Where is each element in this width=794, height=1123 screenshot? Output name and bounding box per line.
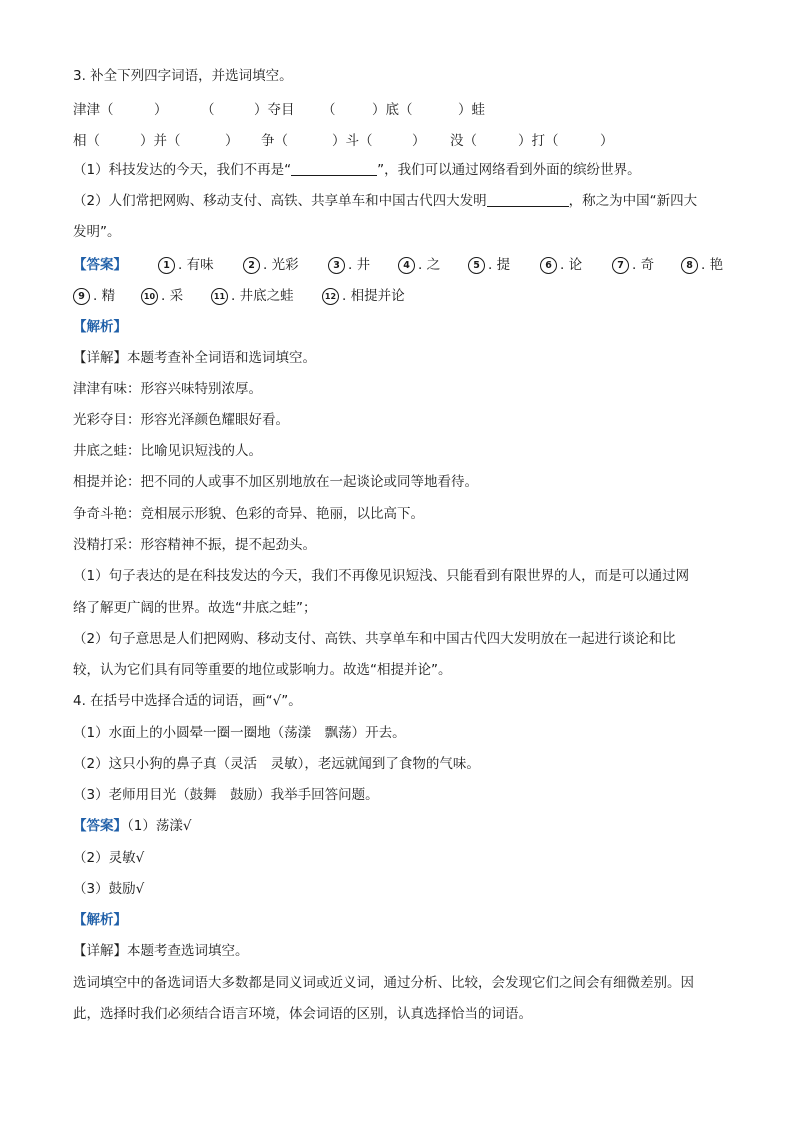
answer-item bbox=[243, 255, 299, 275]
q3-detail-tag: 【详解】 bbox=[73, 350, 127, 366]
answer-number-badge: 4 bbox=[398, 257, 415, 274]
answer-item bbox=[468, 255, 510, 275]
answer-dot: . bbox=[263, 257, 272, 273]
answer-dot: . bbox=[632, 257, 641, 273]
q4-para-1: 选词填空中的备选词语大多数都是同义词或近义词，通过分析、比较，会发现它们之间会有细微差别。因 bbox=[73, 975, 694, 991]
q4-answer-1: （1）荡漾√ bbox=[127, 818, 192, 834]
q3-explain-2a: （2）句子意思是人们把网购、移动支付、高铁、共享单车和中国古代四大发明放在一起进行谈论和比 bbox=[73, 631, 676, 647]
q3-r2-p7: 没（ bbox=[450, 133, 477, 149]
answer-text: 光彩 bbox=[271, 257, 299, 273]
q4-title: 4. 在括号中选择合适的词语，画“√”。 bbox=[73, 693, 302, 709]
q3-r2-p4: 争（ bbox=[261, 133, 288, 149]
answer-dot: . bbox=[488, 257, 497, 273]
q3-r2-p3: ） bbox=[225, 133, 239, 149]
q4-answer-3: （3）鼓励√ bbox=[73, 881, 145, 897]
q3-r1-p6: ）底（ bbox=[372, 102, 413, 118]
q3-explain-1a: （1）句子表达的是在科技发达的今天，我们不再像见识短浅、只能看到有限世界的人，而是可以通过网 bbox=[73, 568, 690, 584]
answer-text: 采 bbox=[169, 288, 184, 304]
q4-answer-2: （2）灵敏√ bbox=[73, 850, 145, 866]
q3-r2-p8: ）打（ bbox=[518, 133, 559, 149]
q3-def-2: 光彩夺目：形容光泽颜色耀眼好看。 bbox=[73, 412, 289, 428]
q3-def-6: 没精打采：形容精神不振，提不起劲头。 bbox=[73, 537, 316, 553]
q3-s1-part-b: ”，我们可以通过网络看到外面的缤纷世界。 bbox=[377, 162, 641, 178]
answer-dot: . bbox=[178, 257, 187, 273]
q3-def-5: 争奇斗艳：竞相展示形貌、色彩的奇异、艳丽，以比高下。 bbox=[73, 506, 424, 522]
q3-def-1: 津津有味：形容兴味特别浓厚。 bbox=[73, 381, 262, 397]
answer-text: 提 bbox=[496, 257, 511, 273]
q3-r2-p1: 相（ bbox=[73, 133, 100, 149]
answer-item bbox=[73, 286, 115, 306]
q4-analysis-tag: 【解析】 bbox=[73, 912, 127, 928]
answer-number-badge: 8 bbox=[681, 257, 698, 274]
q3-r2-p9: ） bbox=[600, 133, 614, 149]
q3-def-4: 相提并论：把不同的人或事不加区别地放在一起谈论或同等地看待。 bbox=[73, 474, 478, 490]
q3-r1-p7: ）蛙 bbox=[458, 102, 485, 118]
answer-number-badge: 7 bbox=[612, 257, 629, 274]
answer-number-badge: 9 bbox=[73, 288, 90, 305]
answer-dot: . bbox=[348, 257, 357, 273]
answer-dot: . bbox=[342, 288, 351, 304]
answer-item bbox=[681, 255, 723, 275]
q3-r1-p1: 津津（ bbox=[73, 102, 114, 118]
q3-r1-p2: ） bbox=[154, 102, 168, 118]
answer-item bbox=[211, 286, 294, 306]
q3-explain-1b: 络了解更广阔的世界。故选“井底之蛙”； bbox=[73, 600, 317, 616]
answer-number-badge: 10 bbox=[141, 288, 158, 305]
q3-analysis-tag: 【解析】 bbox=[73, 319, 127, 335]
answer-item bbox=[328, 255, 370, 275]
answer-dot: . bbox=[701, 257, 710, 273]
answer-item bbox=[612, 255, 654, 275]
q3-r2-p5: ）斗（ bbox=[332, 133, 373, 149]
answer-number-badge: 2 bbox=[243, 257, 260, 274]
answer-number-badge: 1 bbox=[158, 257, 175, 274]
q4-sentence-2: （2）这只小狗的鼻子真（灵活 灵敏），老远就闻到了食物的气味。 bbox=[73, 756, 480, 772]
q4-detail bbox=[73, 941, 249, 961]
q4-answer-line bbox=[73, 816, 191, 836]
q4-para-2: 此，选择时我们必须结合语言环境，体会词语的区别，认真选择恰当的词语。 bbox=[73, 1006, 532, 1022]
answer-text: 有味 bbox=[186, 257, 214, 273]
answer-number-badge: 11 bbox=[211, 288, 228, 305]
q3-title: 3. 补全下列四字词语，并选词填空。 bbox=[73, 68, 293, 84]
q3-s2-blank bbox=[487, 192, 569, 207]
q3-r1-p4: ）夺目 bbox=[254, 102, 295, 118]
q3-sentence-2-cont: 发明”。 bbox=[73, 224, 121, 240]
q3-r1-p3: （ bbox=[201, 102, 215, 118]
q4-sentence-3: （3）老师用目光（鼓舞 鼓励）我举手回答问题。 bbox=[73, 787, 379, 803]
q3-r1-p5: （ bbox=[322, 102, 336, 118]
answer-item bbox=[398, 255, 440, 275]
answer-number-badge: 3 bbox=[328, 257, 345, 274]
q3-answer-tag: 【答案】 bbox=[73, 257, 127, 273]
answer-text: 井 bbox=[356, 257, 371, 273]
answer-number-badge: 5 bbox=[468, 257, 485, 274]
q3-detail bbox=[73, 348, 316, 368]
q4-detail-tag: 【详解】 bbox=[73, 943, 127, 959]
q3-sentence-1 bbox=[73, 160, 641, 180]
q3-explain-2b: 较，认为它们具有同等重要的地位或影响力。故选“相提并论”。 bbox=[73, 662, 452, 678]
answer-dot: . bbox=[231, 288, 240, 304]
answer-text: 井底之蛙 bbox=[239, 288, 294, 304]
q3-sentence-2 bbox=[73, 191, 697, 211]
answer-item bbox=[141, 286, 183, 306]
q3-s2-part-a: （2）人们常把网购、移动支付、高铁、共享单车和中国古代四大发明 bbox=[73, 193, 487, 209]
answer-text: 论 bbox=[568, 257, 583, 273]
q4-sentence-1: （1）水面上的小圆晕一圈一圈地（荡漾 飘荡）开去。 bbox=[73, 725, 406, 741]
answer-number-badge: 6 bbox=[540, 257, 557, 274]
answer-dot: . bbox=[161, 288, 170, 304]
q3-detail-text: 本题考查补全词语和选词填空。 bbox=[127, 350, 316, 366]
q3-s1-blank bbox=[291, 161, 377, 176]
q4-detail-text: 本题考查选词填空。 bbox=[127, 943, 249, 959]
q3-r2-p6: ） bbox=[412, 133, 426, 149]
answer-text: 奇 bbox=[640, 257, 655, 273]
q3-def-3: 井底之蛙：比喻见识短浅的人。 bbox=[73, 443, 262, 459]
answer-item bbox=[158, 255, 214, 275]
answer-dot: . bbox=[418, 257, 427, 273]
q3-s1-part-a: （1）科技发达的今天，我们不再是“ bbox=[73, 162, 292, 178]
answer-item bbox=[540, 255, 582, 275]
answer-number-badge: 12 bbox=[322, 288, 339, 305]
q3-s2-part-b: ，称之为中国“新四大 bbox=[568, 193, 698, 209]
answer-text: 精 bbox=[101, 288, 116, 304]
answer-item bbox=[322, 286, 405, 306]
q4-answer-tag: 【答案】 bbox=[73, 818, 127, 834]
answer-dot: . bbox=[560, 257, 569, 273]
answer-text: 相提并论 bbox=[350, 288, 405, 304]
q3-r2-p2: ）并（ bbox=[140, 133, 181, 149]
answer-text: 之 bbox=[426, 257, 441, 273]
answer-dot: . bbox=[93, 288, 102, 304]
answer-text: 艳 bbox=[709, 257, 724, 273]
